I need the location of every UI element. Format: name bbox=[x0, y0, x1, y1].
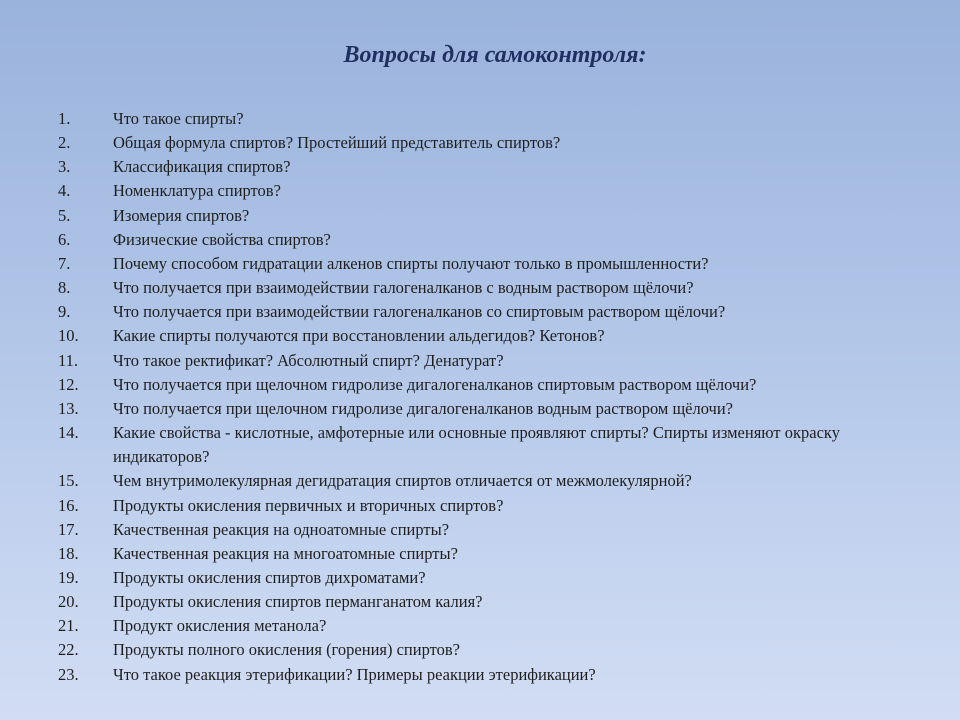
question-number: 19. bbox=[58, 567, 79, 587]
question-number: 16. bbox=[58, 495, 79, 515]
question-item bbox=[58, 324, 938, 348]
question-number: 2. bbox=[58, 133, 71, 153]
question-number: 17. bbox=[58, 519, 79, 539]
question-text: Какие спирты получаются при восстановлении альдегидов? Кетонов? bbox=[113, 326, 605, 346]
question-text: Какие свойства - кислотные, амфотерные или основные проявляют спирты? Спирты изменяют окраску индикаторов? bbox=[113, 423, 840, 467]
question-text: Продукты полного окисления (горения) спиртов? bbox=[113, 640, 460, 660]
question-text: Продукт окисления метанола? bbox=[113, 616, 327, 636]
question-text: Качественная реакция на многоатомные спирты? bbox=[113, 543, 458, 563]
question-item bbox=[58, 397, 938, 421]
slide-title: Вопросы для самоконтроля: bbox=[343, 42, 647, 68]
question-item bbox=[58, 179, 938, 203]
question-item bbox=[58, 155, 938, 179]
question-item bbox=[58, 228, 938, 252]
question-item bbox=[58, 542, 938, 566]
question-text: Физические свойства спиртов? bbox=[113, 229, 331, 249]
question-number: 1. bbox=[58, 109, 71, 128]
question-item bbox=[58, 614, 938, 638]
question-text: Продукты окисления спиртов перманганатом калия? bbox=[113, 592, 483, 612]
question-item bbox=[58, 252, 938, 276]
question-number: 4. bbox=[58, 181, 71, 201]
question-item bbox=[58, 494, 938, 518]
question-number: 20. bbox=[58, 592, 79, 612]
question-number: 6. bbox=[58, 229, 71, 249]
question-number: 5. bbox=[58, 205, 71, 225]
question-text: Продукты окисления спиртов дихроматами? bbox=[113, 567, 426, 587]
question-text: Что получается при взаимодействии галогеналканов с водным раствором щёлочи? bbox=[113, 278, 694, 298]
question-text: Что получается при щелочном гидролизе дигалогеналканов спиртовым раствором щёлочи? bbox=[113, 374, 757, 394]
question-text: Что такое спирты? bbox=[113, 109, 244, 128]
question-item bbox=[58, 518, 938, 542]
question-item bbox=[58, 349, 938, 373]
question-text: Продукты окисления первичных и вторичных спиртов? bbox=[113, 495, 504, 515]
question-item bbox=[58, 276, 938, 300]
question-text: Изомерия спиртов? bbox=[113, 205, 250, 225]
question-text: Качественная реакция на одноатомные спирты? bbox=[113, 519, 450, 539]
question-item bbox=[58, 566, 938, 590]
question-item bbox=[58, 373, 938, 397]
question-number: 7. bbox=[58, 253, 71, 273]
question-number: 12. bbox=[58, 374, 79, 394]
question-text: Чем внутримолекулярная дегидратация спиртов отличается от межмолекулярной? bbox=[113, 471, 692, 491]
question-text: Что такое ректификат? Абсолютный спирт? Денатурат? bbox=[113, 350, 504, 370]
questions-list bbox=[58, 107, 938, 687]
question-item bbox=[58, 590, 938, 614]
question-item bbox=[58, 421, 938, 469]
question-text: Классификация спиртов? bbox=[113, 157, 291, 177]
question-number: 10. bbox=[58, 326, 79, 346]
question-number: 15. bbox=[58, 471, 79, 491]
question-number: 3. bbox=[58, 157, 71, 177]
question-item bbox=[58, 638, 938, 662]
question-number: 18. bbox=[58, 543, 79, 563]
question-text: Что получается при щелочном гидролизе дигалогеналканов водным раствором щёлочи? bbox=[113, 398, 733, 418]
question-number: 23. bbox=[58, 664, 79, 684]
question-number: 21. bbox=[58, 616, 79, 636]
question-number: 14. bbox=[58, 423, 79, 443]
question-item bbox=[58, 469, 938, 493]
question-text: Почему способом гидратации алкенов спирты получают только в промышленности? bbox=[113, 253, 709, 273]
question-text: Общая формула спиртов? Простейший представитель спиртов? bbox=[113, 133, 561, 153]
question-number: 9. bbox=[58, 302, 71, 322]
question-item bbox=[58, 107, 938, 131]
question-number: 13. bbox=[58, 398, 79, 418]
question-item bbox=[58, 663, 938, 687]
question-number: 22. bbox=[58, 640, 79, 660]
question-text: Что получается при взаимодействии галогеналканов со спиртовым раствором щёлочи? bbox=[113, 302, 726, 322]
question-number: 11. bbox=[58, 350, 79, 370]
question-text: Номенклатура спиртов? bbox=[113, 181, 281, 201]
question-item bbox=[58, 300, 938, 324]
question-item bbox=[58, 131, 938, 155]
question-item bbox=[58, 204, 938, 228]
question-text: Что такое реакция этерификации? Примеры реакции этерификации? bbox=[113, 664, 596, 684]
question-number: 8. bbox=[58, 278, 71, 298]
